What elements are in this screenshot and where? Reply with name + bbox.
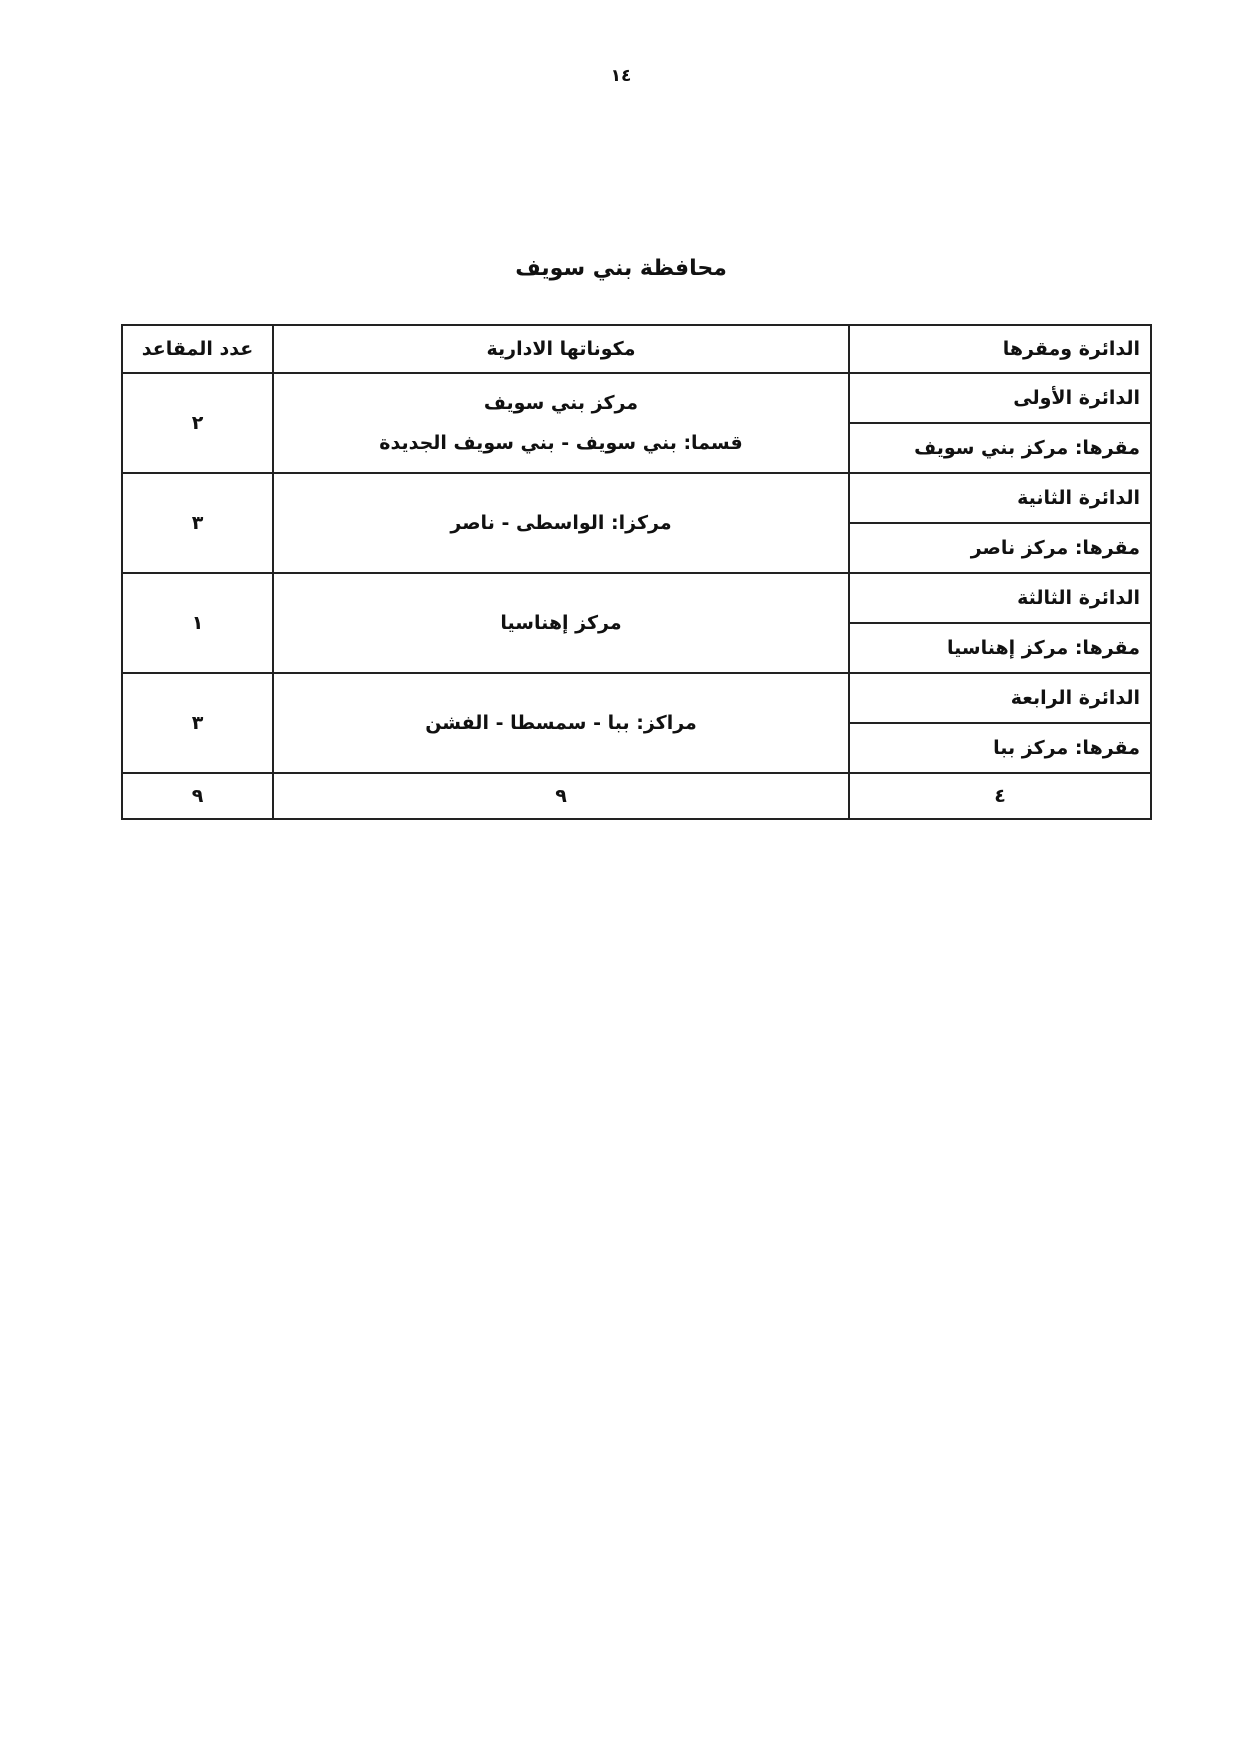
units-line: مركز بني سويف [483,392,639,414]
header-district: الدائرة ومقرها [849,325,1151,373]
district-name: الدائرة الثالثة [849,573,1151,623]
district-seat: مقرها: مركز ناصر [849,523,1151,573]
district-units [273,473,849,573]
district-name: الدائرة الرابعة [849,673,1151,723]
district-seat: مقرها: مركز إهناسيا [849,623,1151,673]
district-seat: مقرها: مركز بني سويف [849,423,1151,473]
header-units: مكوناتها الادارية [273,325,849,373]
district-name: الدائرة الأولى [849,373,1151,423]
district-name: الدائرة الثانية [849,473,1151,523]
total-seats: ٩ [122,773,273,819]
total-districts: ٤ [849,773,1151,819]
district-seats: ٣ [122,473,273,573]
table-row [122,473,1151,523]
table-row [122,573,1151,623]
units-line: مركزا: الواسطى - ناصر [450,512,672,534]
district-seats: ١ [122,573,273,673]
district-units [273,373,849,473]
district-seat: مقرها: مركز ببا [849,723,1151,773]
table-header-row [122,325,1151,373]
district-units [273,573,849,673]
table-row [122,673,1151,723]
district-seats: ٣ [122,673,273,773]
page-title: محافظة بني سويف [515,256,727,281]
units-line: مركز إهناسيا [500,612,622,634]
district-units [273,673,849,773]
header-seats: عدد المقاعد [122,325,273,373]
page-number: ١٤ [610,66,632,86]
units-line: مراكز: ببا - سمسطا - الفشن [425,712,697,734]
units-line: قسما: بني سويف - بني سويف الجديدة [379,432,743,454]
total-units: ٩ [273,773,849,819]
table-row [122,373,1151,423]
districts-table [121,324,1152,820]
table-total-row [122,773,1151,819]
district-seats: ٢ [122,373,273,473]
